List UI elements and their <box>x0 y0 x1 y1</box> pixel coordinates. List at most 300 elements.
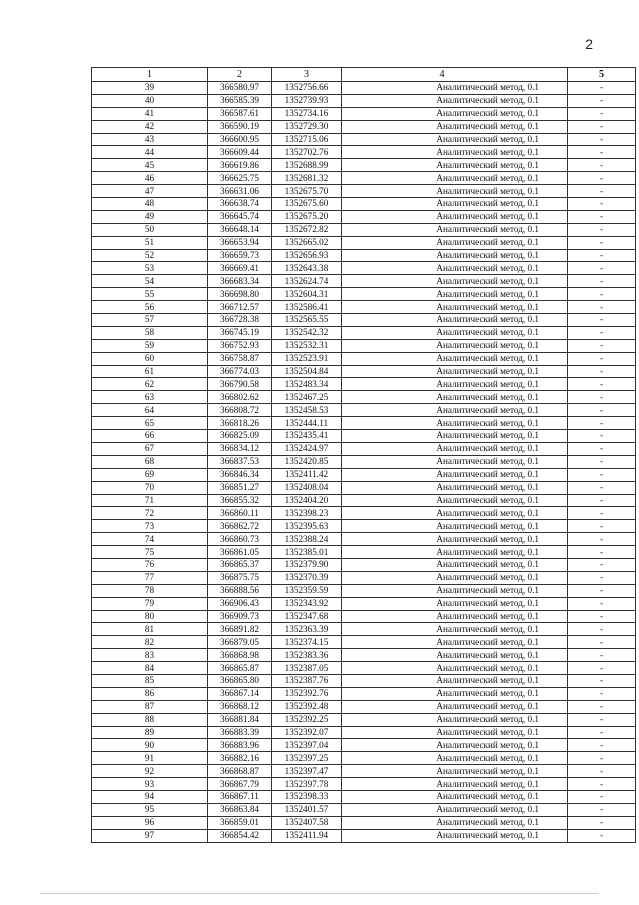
cell-y: 1352398.23 <box>272 507 342 520</box>
cell-y: 1352523.91 <box>272 352 342 365</box>
cell-method: Аналитический метод, 0.1 <box>342 520 568 533</box>
table-row <box>92 468 636 481</box>
cell-description: - <box>568 726 636 739</box>
table-row <box>92 146 636 159</box>
cell-method: Аналитический метод, 0.1 <box>342 662 568 675</box>
cell-method: Аналитический метод, 0.1 <box>342 133 568 146</box>
cell-y: 1352395.63 <box>272 520 342 533</box>
table-row <box>92 623 636 636</box>
cell-y: 1352408.04 <box>272 481 342 494</box>
cell-method: Аналитический метод, 0.1 <box>342 94 568 107</box>
cell-y: 1352675.20 <box>272 210 342 223</box>
cell-method: Аналитический метод, 0.1 <box>342 674 568 687</box>
cell-x: 366825.09 <box>208 430 272 443</box>
cell-description: - <box>568 391 636 404</box>
cell-y: 1352370.39 <box>272 571 342 584</box>
cell-method: Аналитический метод, 0.1 <box>342 623 568 636</box>
cell-y: 1352401.57 <box>272 803 342 816</box>
cell-x: 366774.03 <box>208 365 272 378</box>
cell-y: 1352387.76 <box>272 674 342 687</box>
cell-number: 46 <box>92 172 208 185</box>
cell-y: 1352483.34 <box>272 378 342 391</box>
cell-number: 83 <box>92 649 208 662</box>
cell-number: 73 <box>92 520 208 533</box>
table-row <box>92 107 636 120</box>
cell-number: 48 <box>92 198 208 211</box>
cell-x: 366881.84 <box>208 713 272 726</box>
table-row <box>92 636 636 649</box>
cell-description: - <box>568 674 636 687</box>
table-row <box>92 210 636 223</box>
cell-number: 97 <box>92 829 208 842</box>
cell-y: 1352532.31 <box>272 339 342 352</box>
cell-x: 366867.11 <box>208 790 272 803</box>
cell-number: 93 <box>92 778 208 791</box>
cell-method: Аналитический метод, 0.1 <box>342 352 568 365</box>
cell-y: 1352681.32 <box>272 172 342 185</box>
table-row <box>92 120 636 133</box>
cell-x: 366834.12 <box>208 442 272 455</box>
cell-method: Аналитический метод, 0.1 <box>342 636 568 649</box>
cell-x: 366818.26 <box>208 417 272 430</box>
cell-number: 67 <box>92 442 208 455</box>
cell-method: Аналитический метод, 0.1 <box>342 816 568 829</box>
cell-method: Аналитический метод, 0.1 <box>342 778 568 791</box>
cell-y: 1352734.16 <box>272 107 342 120</box>
cell-method: Аналитический метод, 0.1 <box>342 120 568 133</box>
table-row <box>92 481 636 494</box>
table-row <box>92 198 636 211</box>
table-row <box>92 662 636 675</box>
cell-method: Аналитический метод, 0.1 <box>342 314 568 327</box>
cell-method: Аналитический метод, 0.1 <box>342 584 568 597</box>
cell-y: 1352397.78 <box>272 778 342 791</box>
cell-number: 80 <box>92 610 208 623</box>
cell-x: 366868.87 <box>208 765 272 778</box>
cell-method: Аналитический метод, 0.1 <box>342 468 568 481</box>
cell-x: 366909.73 <box>208 610 272 623</box>
cell-number: 92 <box>92 765 208 778</box>
cell-description: - <box>568 739 636 752</box>
table-row <box>92 223 636 236</box>
cell-x: 366868.98 <box>208 649 272 662</box>
cell-number: 49 <box>92 210 208 223</box>
cell-description: - <box>568 546 636 559</box>
cell-number: 81 <box>92 623 208 636</box>
cell-y: 1352404.20 <box>272 494 342 507</box>
cell-x: 366587.61 <box>208 107 272 120</box>
cell-y: 1352435.41 <box>272 430 342 443</box>
table-row <box>92 365 636 378</box>
cell-x: 366631.06 <box>208 185 272 198</box>
cell-method: Аналитический метод, 0.1 <box>342 159 568 172</box>
table-row <box>92 133 636 146</box>
cell-x: 366859.01 <box>208 816 272 829</box>
cell-description: - <box>568 507 636 520</box>
cell-method: Аналитический метод, 0.1 <box>342 700 568 713</box>
table-header-row <box>92 68 636 82</box>
cell-description: - <box>568 236 636 249</box>
cell-y: 1352392.07 <box>272 726 342 739</box>
cell-method: Аналитический метод, 0.1 <box>342 597 568 610</box>
table-row <box>92 455 636 468</box>
cell-x: 366653.94 <box>208 236 272 249</box>
cell-y: 1352586.41 <box>272 301 342 314</box>
cell-x: 366855.32 <box>208 494 272 507</box>
cell-y: 1352347.68 <box>272 610 342 623</box>
cell-number: 50 <box>92 223 208 236</box>
cell-description: - <box>568 778 636 791</box>
cell-description: - <box>568 185 636 198</box>
cell-x: 366659.73 <box>208 249 272 262</box>
cell-method: Аналитический метод, 0.1 <box>342 198 568 211</box>
cell-number: 40 <box>92 94 208 107</box>
cell-method: Аналитический метод, 0.1 <box>342 301 568 314</box>
table-row <box>92 674 636 687</box>
cell-description: - <box>568 584 636 597</box>
cell-description: - <box>568 636 636 649</box>
cell-description: - <box>568 455 636 468</box>
cell-description: - <box>568 571 636 584</box>
cell-method: Аналитический метод, 0.1 <box>342 713 568 726</box>
table-row <box>92 790 636 803</box>
table-row <box>92 301 636 314</box>
cell-method: Аналитический метод, 0.1 <box>342 236 568 249</box>
cell-number: 78 <box>92 584 208 597</box>
cell-description: - <box>568 442 636 455</box>
cell-y: 1352467.25 <box>272 391 342 404</box>
cell-method: Аналитический метод, 0.1 <box>342 146 568 159</box>
cell-method: Аналитический метод, 0.1 <box>342 494 568 507</box>
cell-method: Аналитический метод, 0.1 <box>342 481 568 494</box>
cell-y: 1352388.24 <box>272 533 342 546</box>
table-row <box>92 442 636 455</box>
cell-method: Аналитический метод, 0.1 <box>342 339 568 352</box>
table-row <box>92 687 636 700</box>
cell-method: Аналитический метод, 0.1 <box>342 558 568 571</box>
cell-x: 366865.37 <box>208 558 272 571</box>
cell-description: - <box>568 249 636 262</box>
cell-description: - <box>568 262 636 275</box>
cell-number: 64 <box>92 404 208 417</box>
cell-description: - <box>568 198 636 211</box>
cell-x: 366752.93 <box>208 339 272 352</box>
cell-y: 1352397.47 <box>272 765 342 778</box>
cell-number: 87 <box>92 700 208 713</box>
cell-description: - <box>568 352 636 365</box>
cell-description: - <box>568 172 636 185</box>
cell-method: Аналитический метод, 0.1 <box>342 326 568 339</box>
cell-x: 366868.12 <box>208 700 272 713</box>
cell-y: 1352702.76 <box>272 146 342 159</box>
cell-x: 366891.82 <box>208 623 272 636</box>
cell-number: 68 <box>92 455 208 468</box>
cell-x: 366851.27 <box>208 481 272 494</box>
table-row <box>92 803 636 816</box>
cell-description: - <box>568 829 636 842</box>
cell-method: Аналитический метод, 0.1 <box>342 610 568 623</box>
cell-y: 1352675.70 <box>272 185 342 198</box>
cell-x: 366758.87 <box>208 352 272 365</box>
column-header-number: 1 <box>92 68 208 82</box>
table-row <box>92 649 636 662</box>
cell-method: Аналитический метод, 0.1 <box>342 442 568 455</box>
cell-x: 366600.95 <box>208 133 272 146</box>
table-row <box>92 546 636 559</box>
cell-description: - <box>568 82 636 95</box>
cell-method: Аналитический метод, 0.1 <box>342 507 568 520</box>
cell-number: 79 <box>92 597 208 610</box>
cell-number: 84 <box>92 662 208 675</box>
table-row <box>92 275 636 288</box>
cell-y: 1352624.74 <box>272 275 342 288</box>
cell-number: 39 <box>92 82 208 95</box>
table-row <box>92 816 636 829</box>
table-row <box>92 610 636 623</box>
cell-method: Аналитический метод, 0.1 <box>342 288 568 301</box>
cell-number: 86 <box>92 687 208 700</box>
cell-description: - <box>568 275 636 288</box>
cell-method: Аналитический метод, 0.1 <box>342 726 568 739</box>
cell-number: 56 <box>92 301 208 314</box>
page-number: 2 <box>585 36 593 52</box>
cell-y: 1352604.31 <box>272 288 342 301</box>
cell-method: Аналитический метод, 0.1 <box>342 649 568 662</box>
cell-x: 366860.11 <box>208 507 272 520</box>
cell-method: Аналитический метод, 0.1 <box>342 829 568 842</box>
cell-method: Аналитический метод, 0.1 <box>342 430 568 443</box>
cell-description: - <box>568 468 636 481</box>
cell-description: - <box>568 107 636 120</box>
cell-x: 366802.62 <box>208 391 272 404</box>
cell-method: Аналитический метод, 0.1 <box>342 82 568 95</box>
cell-description: - <box>568 314 636 327</box>
cell-y: 1352565.55 <box>272 314 342 327</box>
cell-description: - <box>568 339 636 352</box>
table-row <box>92 82 636 95</box>
cell-x: 366590.19 <box>208 120 272 133</box>
cell-description: - <box>568 133 636 146</box>
cell-number: 70 <box>92 481 208 494</box>
cell-description: - <box>568 326 636 339</box>
cell-y: 1352542.32 <box>272 326 342 339</box>
cell-x: 366906.43 <box>208 597 272 610</box>
table-row <box>92 352 636 365</box>
table-row <box>92 597 636 610</box>
cell-description: - <box>568 533 636 546</box>
cell-y: 1352411.94 <box>272 829 342 842</box>
cell-description: - <box>568 803 636 816</box>
cell-x: 366888.56 <box>208 584 272 597</box>
cell-x: 366846.34 <box>208 468 272 481</box>
cell-number: 45 <box>92 159 208 172</box>
cell-x: 366648.14 <box>208 223 272 236</box>
cell-method: Аналитический метод, 0.1 <box>342 249 568 262</box>
cell-description: - <box>568 481 636 494</box>
cell-description: - <box>568 597 636 610</box>
cell-y: 1352363.39 <box>272 623 342 636</box>
table-row <box>92 778 636 791</box>
cell-number: 59 <box>92 339 208 352</box>
cell-y: 1352407.58 <box>272 816 342 829</box>
cell-x: 366585.39 <box>208 94 272 107</box>
cell-number: 44 <box>92 146 208 159</box>
cell-description: - <box>568 417 636 430</box>
cell-description: - <box>568 558 636 571</box>
cell-method: Аналитический метод, 0.1 <box>342 391 568 404</box>
cell-x: 366698.80 <box>208 288 272 301</box>
table-row <box>92 159 636 172</box>
cell-number: 77 <box>92 571 208 584</box>
cell-method: Аналитический метод, 0.1 <box>342 752 568 765</box>
cell-method: Аналитический метод, 0.1 <box>342 546 568 559</box>
cell-x: 366867.14 <box>208 687 272 700</box>
cell-number: 47 <box>92 185 208 198</box>
cell-x: 366683.34 <box>208 275 272 288</box>
cell-y: 1352383.36 <box>272 649 342 662</box>
cell-method: Аналитический метод, 0.1 <box>342 223 568 236</box>
table-row <box>92 404 636 417</box>
cell-method: Аналитический метод, 0.1 <box>342 185 568 198</box>
table-row <box>92 314 636 327</box>
cell-number: 75 <box>92 546 208 559</box>
cell-x: 366808.72 <box>208 404 272 417</box>
cell-number: 53 <box>92 262 208 275</box>
cell-number: 42 <box>92 120 208 133</box>
bottom-divider <box>40 893 599 894</box>
cell-description: - <box>568 210 636 223</box>
table-row <box>92 700 636 713</box>
cell-number: 82 <box>92 636 208 649</box>
cell-method: Аналитический метод, 0.1 <box>342 571 568 584</box>
cell-x: 366619.86 <box>208 159 272 172</box>
cell-description: - <box>568 713 636 726</box>
cell-number: 66 <box>92 430 208 443</box>
cell-description: - <box>568 765 636 778</box>
table-row <box>92 494 636 507</box>
cell-x: 366875.75 <box>208 571 272 584</box>
cell-description: - <box>568 288 636 301</box>
cell-x: 366580.97 <box>208 82 272 95</box>
cell-x: 366669.41 <box>208 262 272 275</box>
column-header-x: 2 <box>208 68 272 82</box>
table-row <box>92 829 636 842</box>
cell-y: 1352672.82 <box>272 223 342 236</box>
cell-y: 1352458.53 <box>272 404 342 417</box>
cell-x: 366854.42 <box>208 829 272 842</box>
cell-description: - <box>568 687 636 700</box>
table-row <box>92 558 636 571</box>
cell-y: 1352392.48 <box>272 700 342 713</box>
cell-y: 1352387.05 <box>272 662 342 675</box>
cell-method: Аналитический метод, 0.1 <box>342 765 568 778</box>
cell-number: 54 <box>92 275 208 288</box>
cell-method: Аналитический метод, 0.1 <box>342 803 568 816</box>
cell-x: 366861.05 <box>208 546 272 559</box>
cell-x: 366865.87 <box>208 662 272 675</box>
cell-x: 366728.38 <box>208 314 272 327</box>
table-row <box>92 236 636 249</box>
table-row <box>92 249 636 262</box>
table-row <box>92 584 636 597</box>
cell-number: 85 <box>92 674 208 687</box>
cell-number: 62 <box>92 378 208 391</box>
table-row <box>92 288 636 301</box>
cell-method: Аналитический метод, 0.1 <box>342 107 568 120</box>
cell-number: 96 <box>92 816 208 829</box>
column-header-y: 3 <box>272 68 342 82</box>
cell-description: - <box>568 365 636 378</box>
table-row <box>92 571 636 584</box>
table-row <box>92 752 636 765</box>
cell-method: Аналитический метод, 0.1 <box>342 455 568 468</box>
cell-y: 1352715.06 <box>272 133 342 146</box>
cell-description: - <box>568 520 636 533</box>
cell-description: - <box>568 494 636 507</box>
column-header-description: 5 <box>568 68 636 82</box>
cell-description: - <box>568 649 636 662</box>
cell-description: - <box>568 404 636 417</box>
cell-y: 1352411.42 <box>272 468 342 481</box>
cell-number: 55 <box>92 288 208 301</box>
cell-x: 366745.19 <box>208 326 272 339</box>
cell-y: 1352392.76 <box>272 687 342 700</box>
cell-y: 1352424.97 <box>272 442 342 455</box>
cell-y: 1352504.84 <box>272 365 342 378</box>
table-row <box>92 739 636 752</box>
table-row <box>92 430 636 443</box>
table-body <box>92 82 636 843</box>
table-row <box>92 94 636 107</box>
coordinates-table <box>91 67 636 843</box>
table-row <box>92 172 636 185</box>
cell-x: 366609.44 <box>208 146 272 159</box>
cell-y: 1352444.11 <box>272 417 342 430</box>
table-row <box>92 533 636 546</box>
cell-y: 1352398.33 <box>272 790 342 803</box>
cell-description: - <box>568 662 636 675</box>
cell-description: - <box>568 301 636 314</box>
cell-y: 1352374.15 <box>272 636 342 649</box>
cell-y: 1352359.59 <box>272 584 342 597</box>
table-row <box>92 391 636 404</box>
cell-description: - <box>568 752 636 765</box>
table-row <box>92 507 636 520</box>
cell-method: Аналитический метод, 0.1 <box>342 172 568 185</box>
cell-number: 60 <box>92 352 208 365</box>
cell-x: 366882.16 <box>208 752 272 765</box>
cell-x: 366625.75 <box>208 172 272 185</box>
cell-y: 1352729.30 <box>272 120 342 133</box>
cell-method: Аналитический метод, 0.1 <box>342 210 568 223</box>
table-row <box>92 378 636 391</box>
cell-number: 41 <box>92 107 208 120</box>
cell-y: 1352379.90 <box>272 558 342 571</box>
table-row <box>92 185 636 198</box>
cell-method: Аналитический метод, 0.1 <box>342 533 568 546</box>
cell-x: 366863.84 <box>208 803 272 816</box>
cell-description: - <box>568 623 636 636</box>
cell-y: 1352397.25 <box>272 752 342 765</box>
cell-method: Аналитический метод, 0.1 <box>342 404 568 417</box>
table-row <box>92 726 636 739</box>
cell-description: - <box>568 790 636 803</box>
cell-number: 58 <box>92 326 208 339</box>
cell-x: 366862.72 <box>208 520 272 533</box>
cell-method: Аналитический метод, 0.1 <box>342 687 568 700</box>
cell-y: 1352688.99 <box>272 159 342 172</box>
cell-number: 65 <box>92 417 208 430</box>
